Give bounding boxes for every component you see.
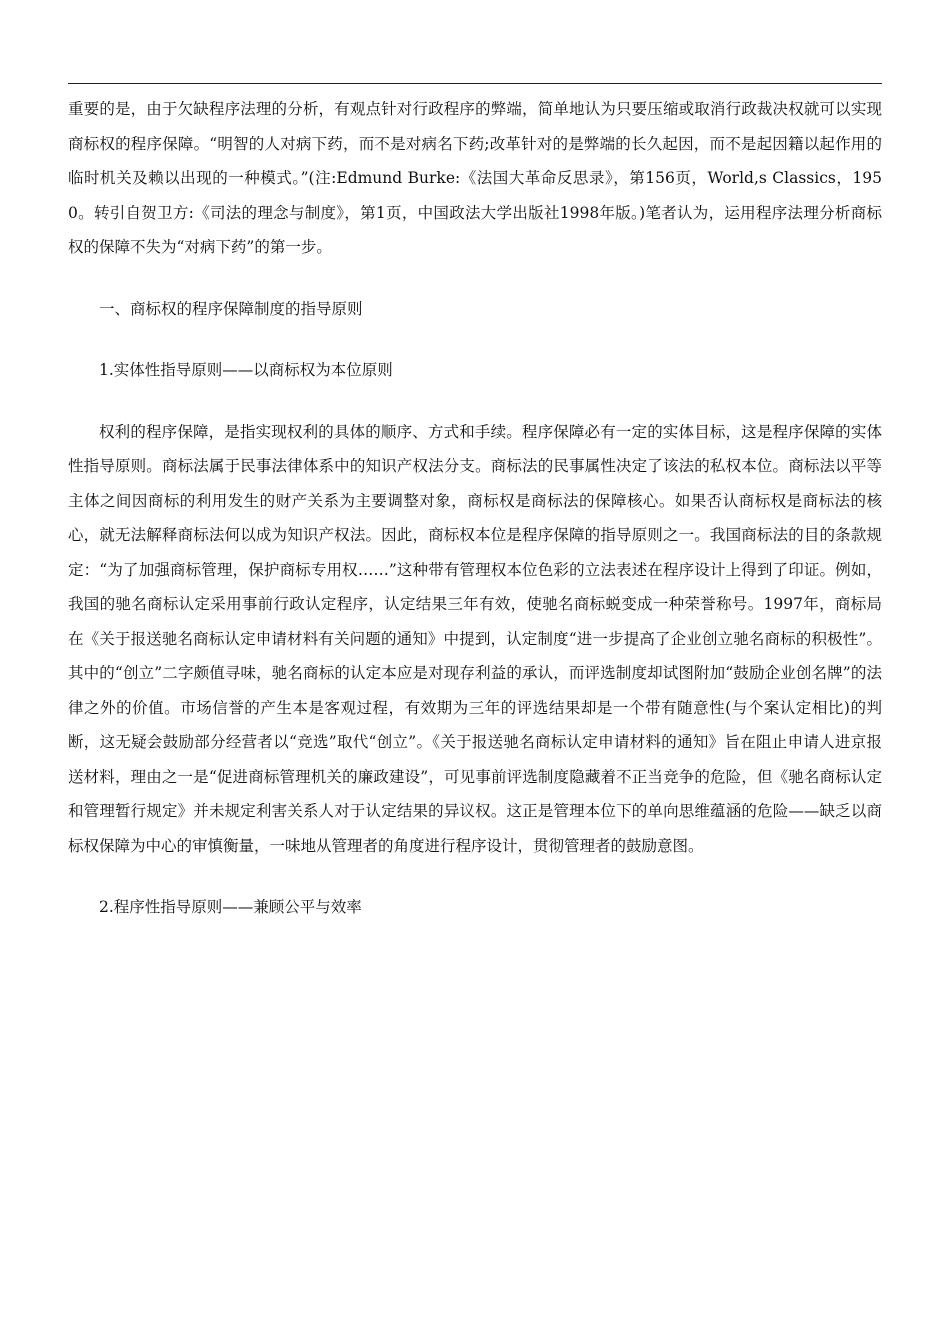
- section-heading-1: 一、商标权的程序保障制度的指导原则: [99, 299, 363, 318]
- paragraph-intro: 重要的是，由于欠缺程序法理的分析，有观点针对行政程序的弊端，简单地认为只要压缩或取消行政裁决权就可以实现商标权的程序保障。“明智的人对病下药，而不是对病名下药;改革针对的是弊端的长久起因，而不是起因籍以起作用的临时机关及赖以出现的一种模式。”(注:Edmund Burke:《法国大革命反思录》，第156页，World,s Classics，1950。转引自贺卫方:《司法的理念与制度》，第1页，中国政法大学出版社1998年版。)笔者认为，运用程序法理分析商标权的保障不失为“对病下药”的第一步。: [68, 100, 882, 256]
- paragraph-gap: [68, 326, 882, 353]
- paragraph-gap: [68, 265, 882, 292]
- paragraph-substantive-principle: 权利的程序保障，是指实现权利的具体的顺序、方式和手续。程序保障必有一定的实体目标，这是程序保障的实体性指导原则。商标法属于民事法律体系中的知识产权法分支。商标法的民事属性决定了该法的私权本位。商标法以平等主体之间因商标的利用发生的财产关系为主要调整对象，商标权是商标法的保障核心。如果否认商标权是商标法的核心，就无法解释商标法何以成为知识产权法。因此，商标权本位是程序保障的指导原则之一。我国商标法的目的条款规定：“为了加强商标管理，保护商标专用权……”这种带有管理权本位色彩的立法表述在程序设计上得到了印证。例如，我国的驰名商标认定采用事前行政认定程序，认定结果三年有效，使驰名商标蜕变成一种荣誉称号。1997年，商标局在《关于报送驰名商标认定申请材料有关问题的通知》中提到，认定制度“进一步提高了企业创立驰名商标的积极性”。其中的“创立”二字颇值寻味，驰名商标的认定本应是对现存利益的承认，而评选制度却试图附加“鼓励企业创名牌”的法律之外的价值。市场信誉的产生本是客观过程，有效期为三年的评选结果却是一个带有随意性(与个案认定相比)的判断，这无疑会鼓励部分经营者以“竞选”取代“创立”。《关于报送驰名商标认定申请材料的通知》旨在阻止申请人进京报送材料，理由之一是“促进商标管理机关的廉政建设”，可见事前评选制度隐藏着不正当竞争的危险，但《驰名商标认定和管理暂行规定》并未规定利害关系人对于认定结果的异议权。这正是管理本位下的单向思维蕴涵的危险——缺乏以商标权保障为中心的审慎衡量，一味地从管理者的角度进行程序设计，贯彻管理者的鼓励意图。: [68, 422, 882, 855]
- subsection-heading-1: 1.实体性指导原则——以商标权为本位原则: [99, 361, 393, 379]
- subsection-heading-2: 2.程序性指导原则——兼顾公平与效率: [99, 898, 362, 916]
- document-body: [68, 92, 882, 925]
- paragraph-gap: [68, 863, 882, 890]
- paragraph-gap: [68, 388, 882, 415]
- header-rule: [68, 83, 882, 84]
